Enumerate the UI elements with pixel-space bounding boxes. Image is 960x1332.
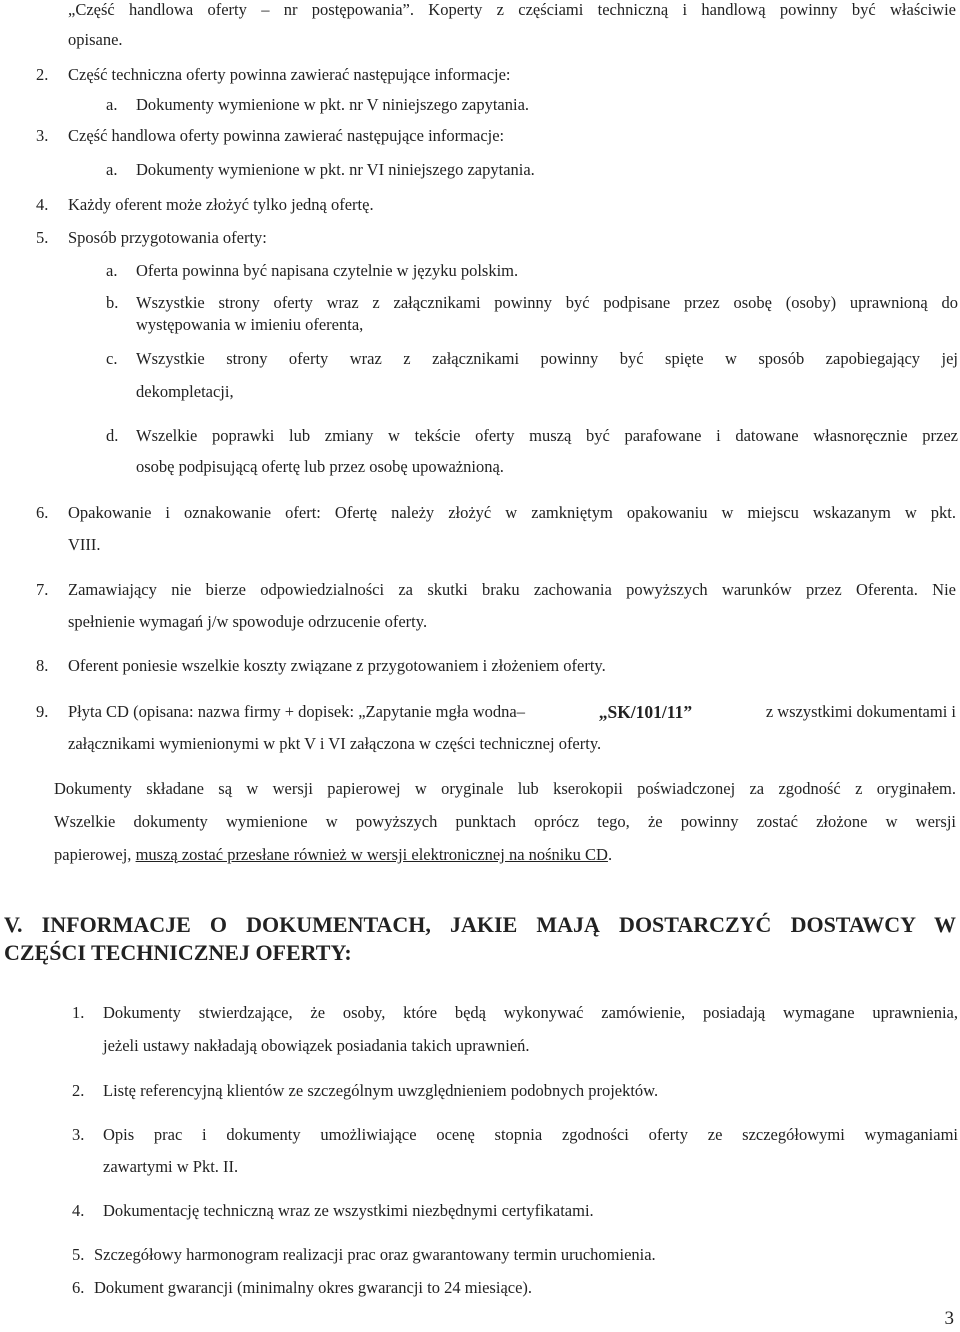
paragraph-line: Dokumenty składane są w wersji papierowej w oryginale lub kserokopii poświadczonej za zgodność z oryginałem. <box>54 779 956 798</box>
text-segment: Płyta CD (opisana: nazwa firmy + dopisek: „Zapytanie mgła wodna– <box>68 702 525 721</box>
list-number: 9. <box>36 702 49 721</box>
list-item-text: Opakowanie i oznakowanie ofert: Ofertę należy złożyć w zamkniętym opakowaniu w miejscu wskazanym w pkt. <box>68 503 956 522</box>
list-item-text: Część handlowa oferty powinna zawierać następujące informacje: <box>68 126 505 145</box>
text-segment: . <box>607 845 613 864</box>
text-segment: z wszystkimi dokumentami i <box>765 702 956 721</box>
list-item-text: Dokumenty wymienione w pkt. nr V niniejszego zapytania. <box>136 95 530 114</box>
list-item-text: Dokumenty wymienione w pkt. nr VI niniejszego zapytania. <box>136 160 535 179</box>
list-number: 2. <box>72 1081 85 1100</box>
list-item-text: Wszystkie strony oferty wraz z załącznikami powinny być podpisane przez osobę (osoby) uprawnioną do <box>136 293 958 312</box>
list-number: 6. <box>72 1278 85 1297</box>
list-number: 4. <box>36 195 49 214</box>
list-item-text: dekompletacji, <box>136 382 234 401</box>
list-item-text: Opis prac i dokumenty umożliwiające ocenę stopnia zgodności oferty ze szczegółowymi wymaganiami <box>103 1125 958 1144</box>
text-segment: papierowej, <box>54 845 136 864</box>
text-line: opisane. <box>68 30 123 49</box>
list-letter: d. <box>106 426 119 445</box>
list-item-text: zawartymi w Pkt. II. <box>103 1157 239 1176</box>
list-letter: a. <box>106 160 118 179</box>
list-item-text: Część techniczna oferty powinna zawierać następujące informacje: <box>68 65 511 84</box>
list-item-text: jeżeli ustawy nakładają obowiązek posiadania takich uprawnień. <box>103 1036 530 1055</box>
list-item-text: osobę podpisującą ofertę lub przez osobę upoważnioną. <box>136 457 504 476</box>
list-item-text: Wszelkie poprawki lub zmiany w tekście oferty muszą być parafowane i datowane własnoręcznie przez <box>136 426 958 445</box>
list-item-text: spełnienie wymagań j/w spowoduje odrzucenie oferty. <box>68 612 428 631</box>
list-item-text: Wszystkie strony oferty wraz z załącznikami powinny być spięte w sposób zapobiegający jej <box>136 349 958 368</box>
list-item-text: Oferta powinna być napisana czytelnie w języku polskim. <box>136 261 519 280</box>
list-number: 3. <box>72 1125 85 1144</box>
list-item-text: Dokumentację techniczną wraz ze wszystkimi niezbędnymi certyfikatami. <box>103 1201 594 1220</box>
list-item-text: Dokument gwarancji (minimalny okres gwarancji to 24 miesiące). <box>94 1278 533 1297</box>
list-item-text: występowania w imieniu oferenta, <box>136 315 364 334</box>
list-number: 4. <box>72 1201 85 1220</box>
list-number: 2. <box>36 65 49 84</box>
list-letter: a. <box>106 95 118 114</box>
list-number: 3. <box>36 126 49 145</box>
list-item-text: załącznikami wymienionymi w pkt V i VI załączona w części technicznej oferty. <box>68 734 602 753</box>
paragraph-line <box>54 845 612 865</box>
list-letter: c. <box>106 349 118 368</box>
list-letter: b. <box>106 293 119 312</box>
text-line: „Część handlowa oferty – nr postępowania”. Koperty z częściami techniczną i handlową powinny być właściwie <box>68 0 956 19</box>
list-item-text: Każdy oferent może złożyć tylko jedną ofertę. <box>68 195 374 214</box>
page-number: 3 <box>944 1308 954 1329</box>
list-number: 8. <box>36 656 49 675</box>
section-heading: V. INFORMACJE O DOKUMENTACH, JAKIE MAJĄ DOSTARCZYĆ DOSTAWCY W <box>4 912 956 937</box>
list-item-text: Szczegółowy harmonogram realizacji prac oraz gwarantowany termin uruchomienia. <box>94 1245 656 1264</box>
list-item-text: Dokumenty stwierdzające, że osoby, które będą wykonywać zamówienie, posiadają wymagane uprawnienia, <box>103 1003 958 1022</box>
paragraph-line: Wszelkie dokumenty wymienione w powyższych punktach oprócz tego, że powinny zostać złożone w wersji <box>54 812 956 831</box>
section-heading: CZĘŚCI TECHNICZNEJ OFERTY: <box>4 940 352 965</box>
underlined-text: muszą zostać przesłane również w wersji elektronicznej na nośniku CD <box>135 845 608 864</box>
reference-number: „SK/101/11” <box>598 702 693 722</box>
list-item-text: Sposób przygotowania oferty: <box>68 228 267 247</box>
list-item-text: Oferent poniesie wszelkie koszty związane z przygotowaniem i złożeniem oferty. <box>68 656 606 675</box>
list-item-text: VIII. <box>68 535 101 554</box>
list-number: 6. <box>36 503 49 522</box>
list-item-text: Zamawiający nie bierze odpowiedzialności za skutki braku zachowania powyższych warunków przez Oferenta. Nie <box>68 580 956 599</box>
list-letter: a. <box>106 261 118 280</box>
list-number: 7. <box>36 580 49 599</box>
list-item-text <box>68 702 956 722</box>
list-item-text: Listę referencyjną klientów ze szczególnym uwzględnieniem podobnych projektów. <box>103 1081 659 1100</box>
list-number: 5. <box>72 1245 85 1264</box>
list-number: 5. <box>36 228 49 247</box>
list-number: 1. <box>72 1003 85 1022</box>
